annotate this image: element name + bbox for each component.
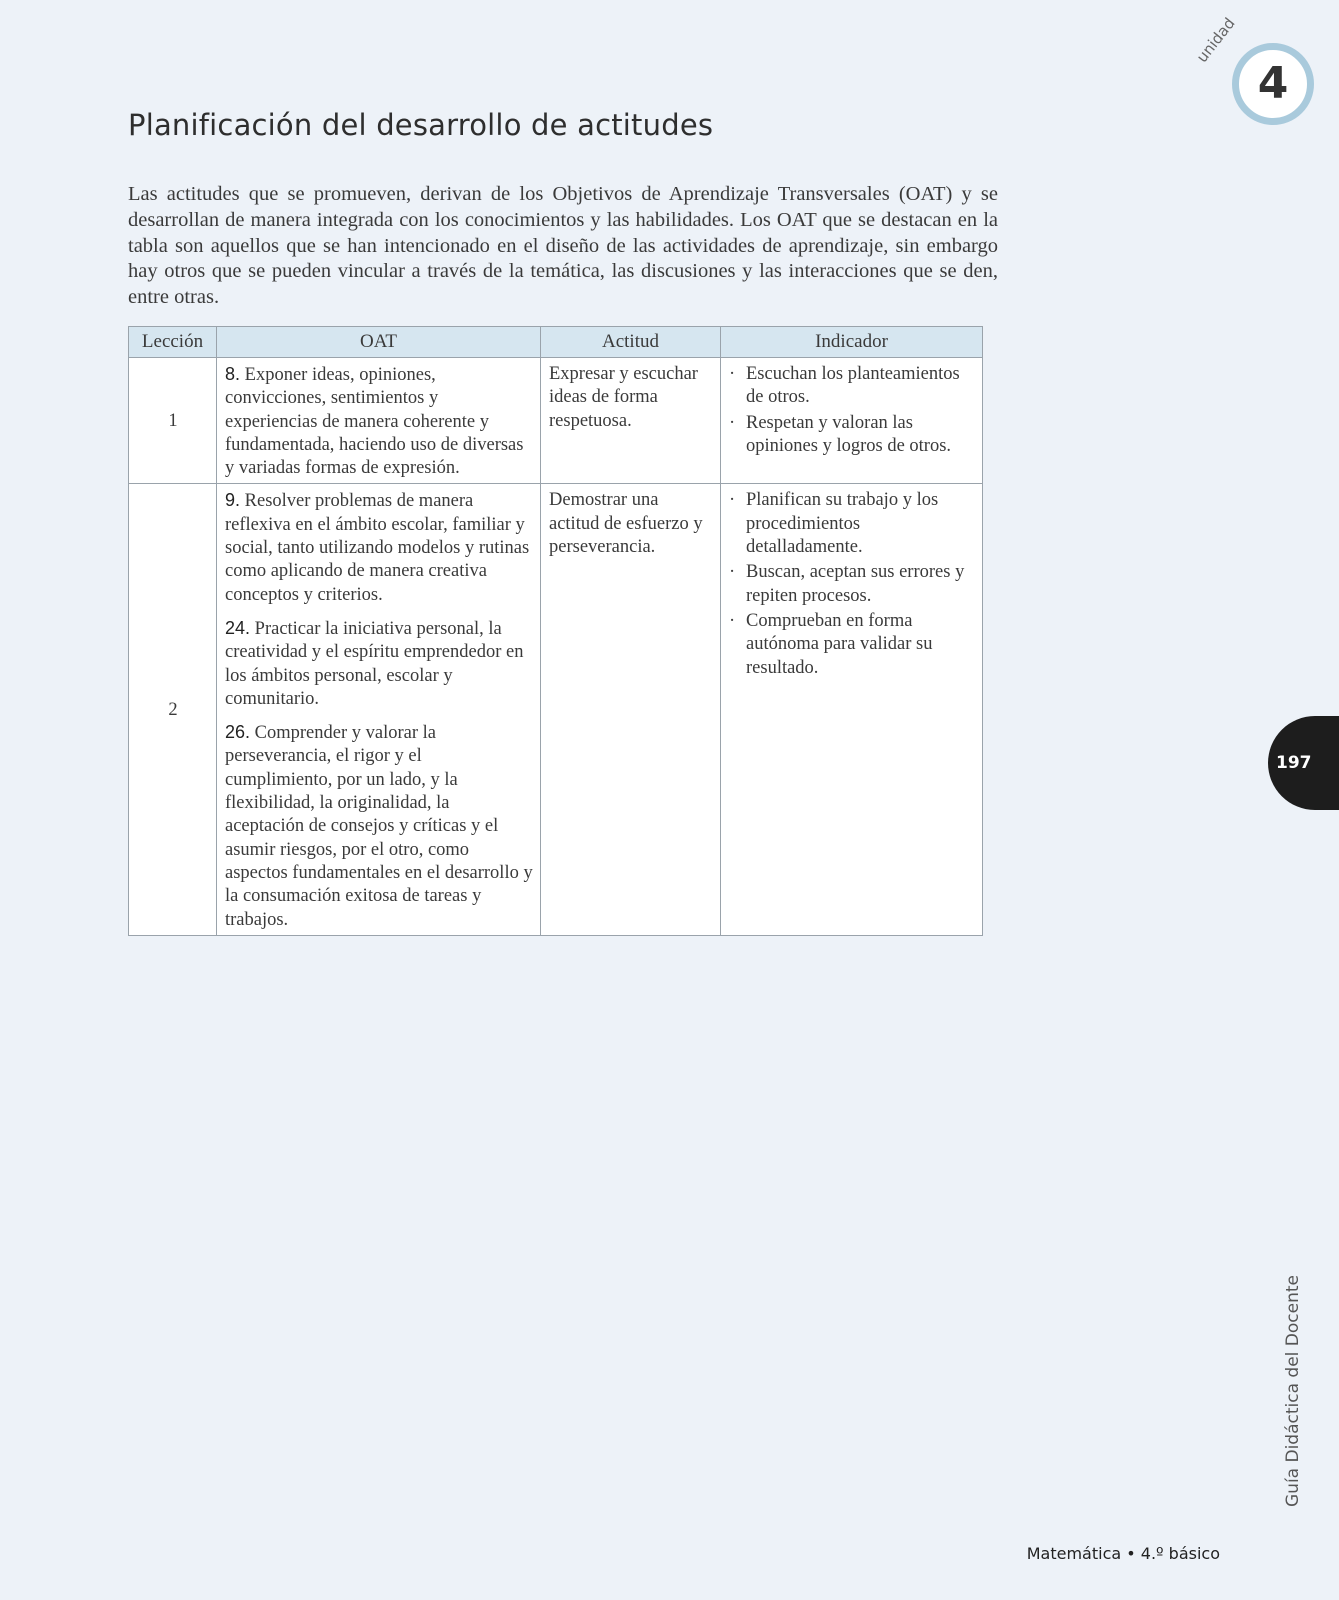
table-row xyxy=(129,358,983,484)
indicator-item: · Escuchan los planteamientos de otros. xyxy=(729,364,960,408)
page-number-tab xyxy=(1268,716,1339,810)
oat-cell xyxy=(217,358,541,484)
indicator-cell xyxy=(721,358,983,484)
attitude-cell: Demostrar una actitud de esfuerzo y perseverancia. xyxy=(541,484,721,935)
header-leccion: Lección xyxy=(129,327,217,358)
oat-text: Exponer ideas, opiniones, convicciones, sentimientos y experiencias de manera coherente y fundamentada, haciendo uso de diversas y variadas formas de expresión. xyxy=(225,365,524,479)
page-number: 197 xyxy=(1276,753,1312,773)
header-actitud: Actitud xyxy=(541,327,721,358)
unit-label: unidad xyxy=(1192,14,1239,67)
table-header-row xyxy=(129,327,983,358)
oat-number: 24. xyxy=(225,617,251,638)
unit-circle xyxy=(1232,43,1314,125)
attitude-cell: Expresar y escuchar ideas de forma respetuosa. xyxy=(541,358,721,484)
table-row xyxy=(129,484,983,935)
oat-item xyxy=(225,363,533,480)
lesson-cell: 1 xyxy=(129,358,217,484)
footer: Matemática • 4.º básico xyxy=(1026,1544,1220,1563)
lesson-cell: 2 xyxy=(129,484,217,935)
oat-item xyxy=(225,721,533,932)
bullet-icon: · xyxy=(729,610,736,631)
indicator-item: · Planifican su trabajo y los procedimientos detalladamente. xyxy=(729,490,939,558)
oat-item xyxy=(225,489,533,606)
page-title: Planificación del desarrollo de actitudes xyxy=(128,108,714,142)
oat-number: 26. xyxy=(225,722,251,743)
bullet-icon: · xyxy=(729,364,736,384)
indicator-item: · Buscan, aceptan sus errores y repiten procesos. xyxy=(729,562,965,606)
bullet-icon: · xyxy=(729,490,736,511)
indicator-list xyxy=(729,489,975,679)
indicator-list xyxy=(729,363,975,458)
indicator-cell xyxy=(721,484,983,935)
indicator-item: · Respetan y valoran las opiniones y logros de otros. xyxy=(729,412,952,456)
oat-number: 9. xyxy=(225,490,241,511)
bullet-icon: · xyxy=(729,562,736,583)
oat-item xyxy=(225,617,533,711)
indicator-item: · Comprueban en forma autónoma para validar su resultado. xyxy=(729,610,933,678)
bullet-icon: · xyxy=(729,412,736,433)
header-oat: OAT xyxy=(217,327,541,358)
header-indicador: Indicador xyxy=(721,327,983,358)
oat-number: 8. xyxy=(225,364,241,384)
oat-text: Practicar la iniciativa personal, la creatividad y el espíritu emprendedor en los ámbitos personal, escolar y comunitario. xyxy=(225,618,524,709)
side-label: Guía Didáctica del Docente xyxy=(1283,1275,1303,1507)
oat-text: Resolver problemas de manera reflexiva en el ámbito escolar, familiar y social, tanto utilizando modelos y rutinas como aplicando de manera creativa conceptos y criterios. xyxy=(225,491,530,605)
oat-cell xyxy=(217,484,541,935)
oat-text: Comprender y valorar la perseverancia, el rigor y el cumplimiento, por un lado, y la flexibilidad, la originalidad, la aceptación de consejos y críticas y el asumir riesgos, por el otro, como aspectos fundamentales en el desarrollo y la consumación exitosa de tareas y trabajos. xyxy=(225,723,533,930)
intro-paragraph: Las actitudes que se promueven, derivan de los Objetivos de Aprendizaje Transversales (OAT) y se desarrollan de manera integrada con los conocimientos y las habilidades. Los OAT que se destacan en la tabla son aquellos que se han intencionado en el diseño de las actividades de aprendizaje, sin embargo hay otros que se pueden vincular a través de la temática, las discusiones y las interacciones que se den, entre otras. xyxy=(128,183,998,309)
unit-number: 4 xyxy=(1257,58,1289,109)
oat-table xyxy=(128,326,983,936)
